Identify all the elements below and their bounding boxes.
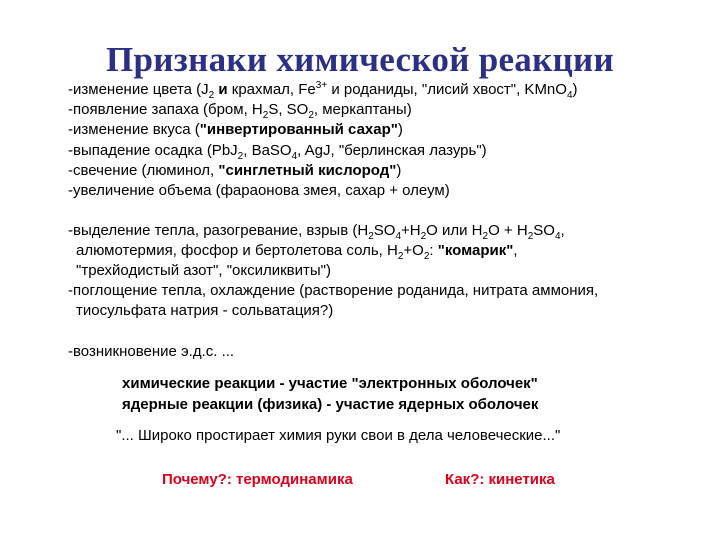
- footer-thermodynamics: Почему?: термодинамика: [162, 471, 353, 488]
- text-run: :: [429, 242, 438, 259]
- subscript: 2: [368, 231, 374, 242]
- text-run: +O: [403, 242, 424, 259]
- text-run: крахмал, Fe: [227, 81, 316, 98]
- text-run: -изменение цвета (: [68, 81, 202, 98]
- list-item: [68, 222, 565, 240]
- list-item: [68, 343, 234, 361]
- subscript: 2: [527, 231, 534, 242]
- subscript: 2: [420, 231, 427, 242]
- text-run: , BaSO: [243, 142, 292, 159]
- list-item-continuation: [76, 302, 333, 320]
- subscript: 2: [237, 151, 244, 162]
- note-nuclear: ядерные реакции (физика) - участие ядерных оболочек: [122, 396, 539, 413]
- subscript: 4: [291, 151, 298, 162]
- list-item: [68, 81, 578, 99]
- text-run: "инвертированный сахар": [199, 121, 398, 138]
- subscript: 2: [262, 110, 269, 121]
- page-title: Признаки химической реакции: [106, 40, 614, 79]
- list-item-continuation: [76, 242, 518, 260]
- text-run: "комарик": [437, 242, 514, 259]
- list-item: [68, 182, 450, 200]
- text-run: ,: [560, 222, 565, 239]
- list-item: [68, 282, 598, 300]
- subscript: 2: [423, 251, 430, 262]
- list-item-continuation: [76, 262, 331, 280]
- list-item: [68, 101, 412, 119]
- list-item: [68, 142, 487, 160]
- text-run: O или H: [426, 222, 483, 239]
- footer-kinetics: Как?: кинетика: [445, 471, 555, 488]
- text-run: -поглощение тепла, охлаждение (растворение роданида, нитрата аммония,: [68, 282, 599, 299]
- subscript: 2: [482, 231, 489, 242]
- text-run: , AgJ, "берлинская лазурь"): [297, 142, 487, 159]
- text-run: SO: [533, 222, 555, 239]
- text-run: "синглетный кислород": [218, 162, 397, 179]
- text-run: тиосульфата натрия - сольватация?): [76, 302, 334, 319]
- text-run: -возникновение э.д.с. ...: [68, 343, 235, 360]
- text-run: -изменение вкуса (: [68, 121, 200, 138]
- text-run: ,: [513, 242, 518, 259]
- text-run: ): [572, 81, 578, 98]
- text-run: -выпадение осадка (PbJ: [68, 142, 238, 159]
- text-run: "трехйодистый азот", "оксиликвиты"): [76, 262, 331, 279]
- superscript: 3+: [315, 80, 328, 91]
- quote: "... Широко простирает химия руки свои в дела человеческие...": [116, 427, 561, 444]
- text-run: O + H: [488, 222, 528, 239]
- text-run: +H: [401, 222, 421, 239]
- text-run: алюмотермия, фосфор и бертолетова соль, H: [76, 242, 398, 259]
- text-run: -свечение (люминол,: [68, 162, 219, 179]
- text-run: и роданиды, "лисий хвост", KMnO: [327, 81, 567, 98]
- note-chemical: химические реакции - участие "электронных оболочек": [122, 375, 538, 392]
- subscript: 4: [395, 231, 401, 242]
- list-item: [68, 121, 403, 139]
- subscript: 2: [308, 110, 314, 121]
- text-run: ): [397, 121, 403, 138]
- text-run: -выделение тепла, разогревание, взрыв (H: [68, 222, 369, 239]
- text-run: S, SO: [268, 101, 309, 118]
- subscript: 2: [397, 251, 404, 262]
- text-run: и: [214, 81, 228, 98]
- text-run: -появление запаха (бром, H: [68, 101, 263, 118]
- subscript: 4: [566, 90, 573, 101]
- subscript: 2: [208, 90, 215, 101]
- list-item: [68, 162, 401, 180]
- text-run: SO: [373, 222, 396, 239]
- text-run: -увеличение объема (фараонова змея, сахар + олеум): [68, 182, 450, 199]
- text-run: , меркаптаны): [313, 101, 412, 118]
- text-run: ): [396, 162, 402, 179]
- subscript: 4: [554, 231, 561, 242]
- text-run: J: [201, 81, 209, 98]
